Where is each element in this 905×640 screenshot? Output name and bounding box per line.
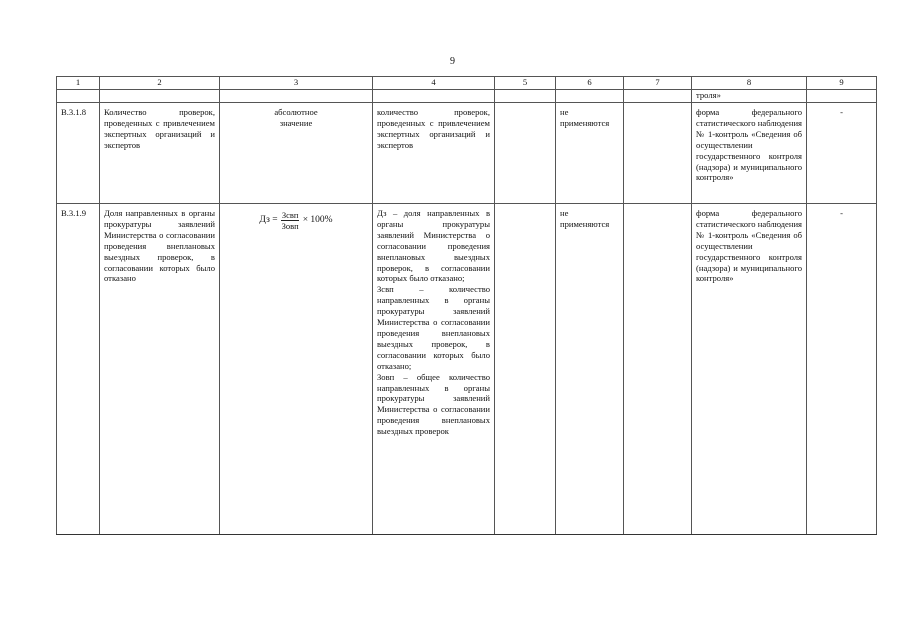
table-row (57, 103, 877, 204)
column-number: 3 (220, 77, 373, 90)
table-row (57, 204, 877, 535)
column-number: 4 (373, 77, 495, 90)
formula-text: абсолютное значение (274, 107, 318, 128)
indicator-name: Количество проверок, проведенных с привлечением экспертных организаций и экспертов (100, 103, 220, 204)
indicator-source: форма федерального статистического наблюдения № 1-контроль «Сведения об осуществлении государственного контроля (надзора) и муниципального контроля» (692, 103, 807, 204)
formula-lhs: Дз = (259, 215, 278, 226)
indicator-col6: не применяются (556, 103, 624, 204)
column-number: 7 (624, 77, 692, 90)
formula-rhs: × 100% (302, 215, 333, 226)
indicator-col9: - (807, 204, 877, 535)
column-number-row (57, 77, 877, 90)
indicator-description: количество проверок, проведенных с привлечением экспертных организаций и экспертов (373, 103, 495, 204)
description-line: Зовп – общее количество направленных в органы прокуратуры заявлений Министерства о согласовании проведения внеплановых выездных проверок (377, 371, 490, 437)
description-line: Зсвп – количество направленных в органы прокуратуры заявлений Министерства о согласовании проведения внеплановых выездных проверок, в согласовании которых было отказано; (377, 284, 490, 371)
indicator-col7 (624, 204, 692, 535)
column-number: 2 (100, 77, 220, 90)
column-number: 6 (556, 77, 624, 90)
continuation-cell: троля» (692, 90, 807, 103)
indicator-name: Доля направленных в органы прокуратуры заявлений Министерства о согласовании проведения внеплановых выездных проверок, в согласовании которых было отказано (100, 204, 220, 535)
formula (224, 208, 368, 231)
indicator-col5 (495, 204, 556, 535)
column-number: 9 (807, 77, 877, 90)
indicator-code: В.3.1.9 (57, 204, 100, 535)
formula-numerator: Зсвп (281, 210, 299, 220)
indicator-formula (220, 204, 373, 535)
indicators-table (56, 76, 877, 535)
continuation-row (57, 90, 877, 103)
formula-fraction (281, 210, 300, 231)
indicator-col5 (495, 103, 556, 204)
indicator-col7 (624, 103, 692, 204)
description-line: Дз – доля направленных в органы прокуратуры заявлений Министерства о согласовании проведения внеплановых выездных проверок, в согласовании которых было отказано; (377, 208, 490, 284)
indicator-description (373, 204, 495, 535)
indicator-col6: не применяются (556, 204, 624, 535)
indicator-source: форма федерального статистического наблюдения № 1-контроль «Сведения об осуществлении государственного контроля (надзора) и муниципального контроля» (692, 204, 807, 535)
formula-denominator: Зовп (281, 221, 299, 231)
column-number: 1 (57, 77, 100, 90)
column-number: 8 (692, 77, 807, 90)
page-number: 9 (450, 56, 455, 67)
indicator-code: В.3.1.8 (57, 103, 100, 204)
indicator-formula (220, 103, 373, 204)
column-number: 5 (495, 77, 556, 90)
indicator-col9: - (807, 103, 877, 204)
